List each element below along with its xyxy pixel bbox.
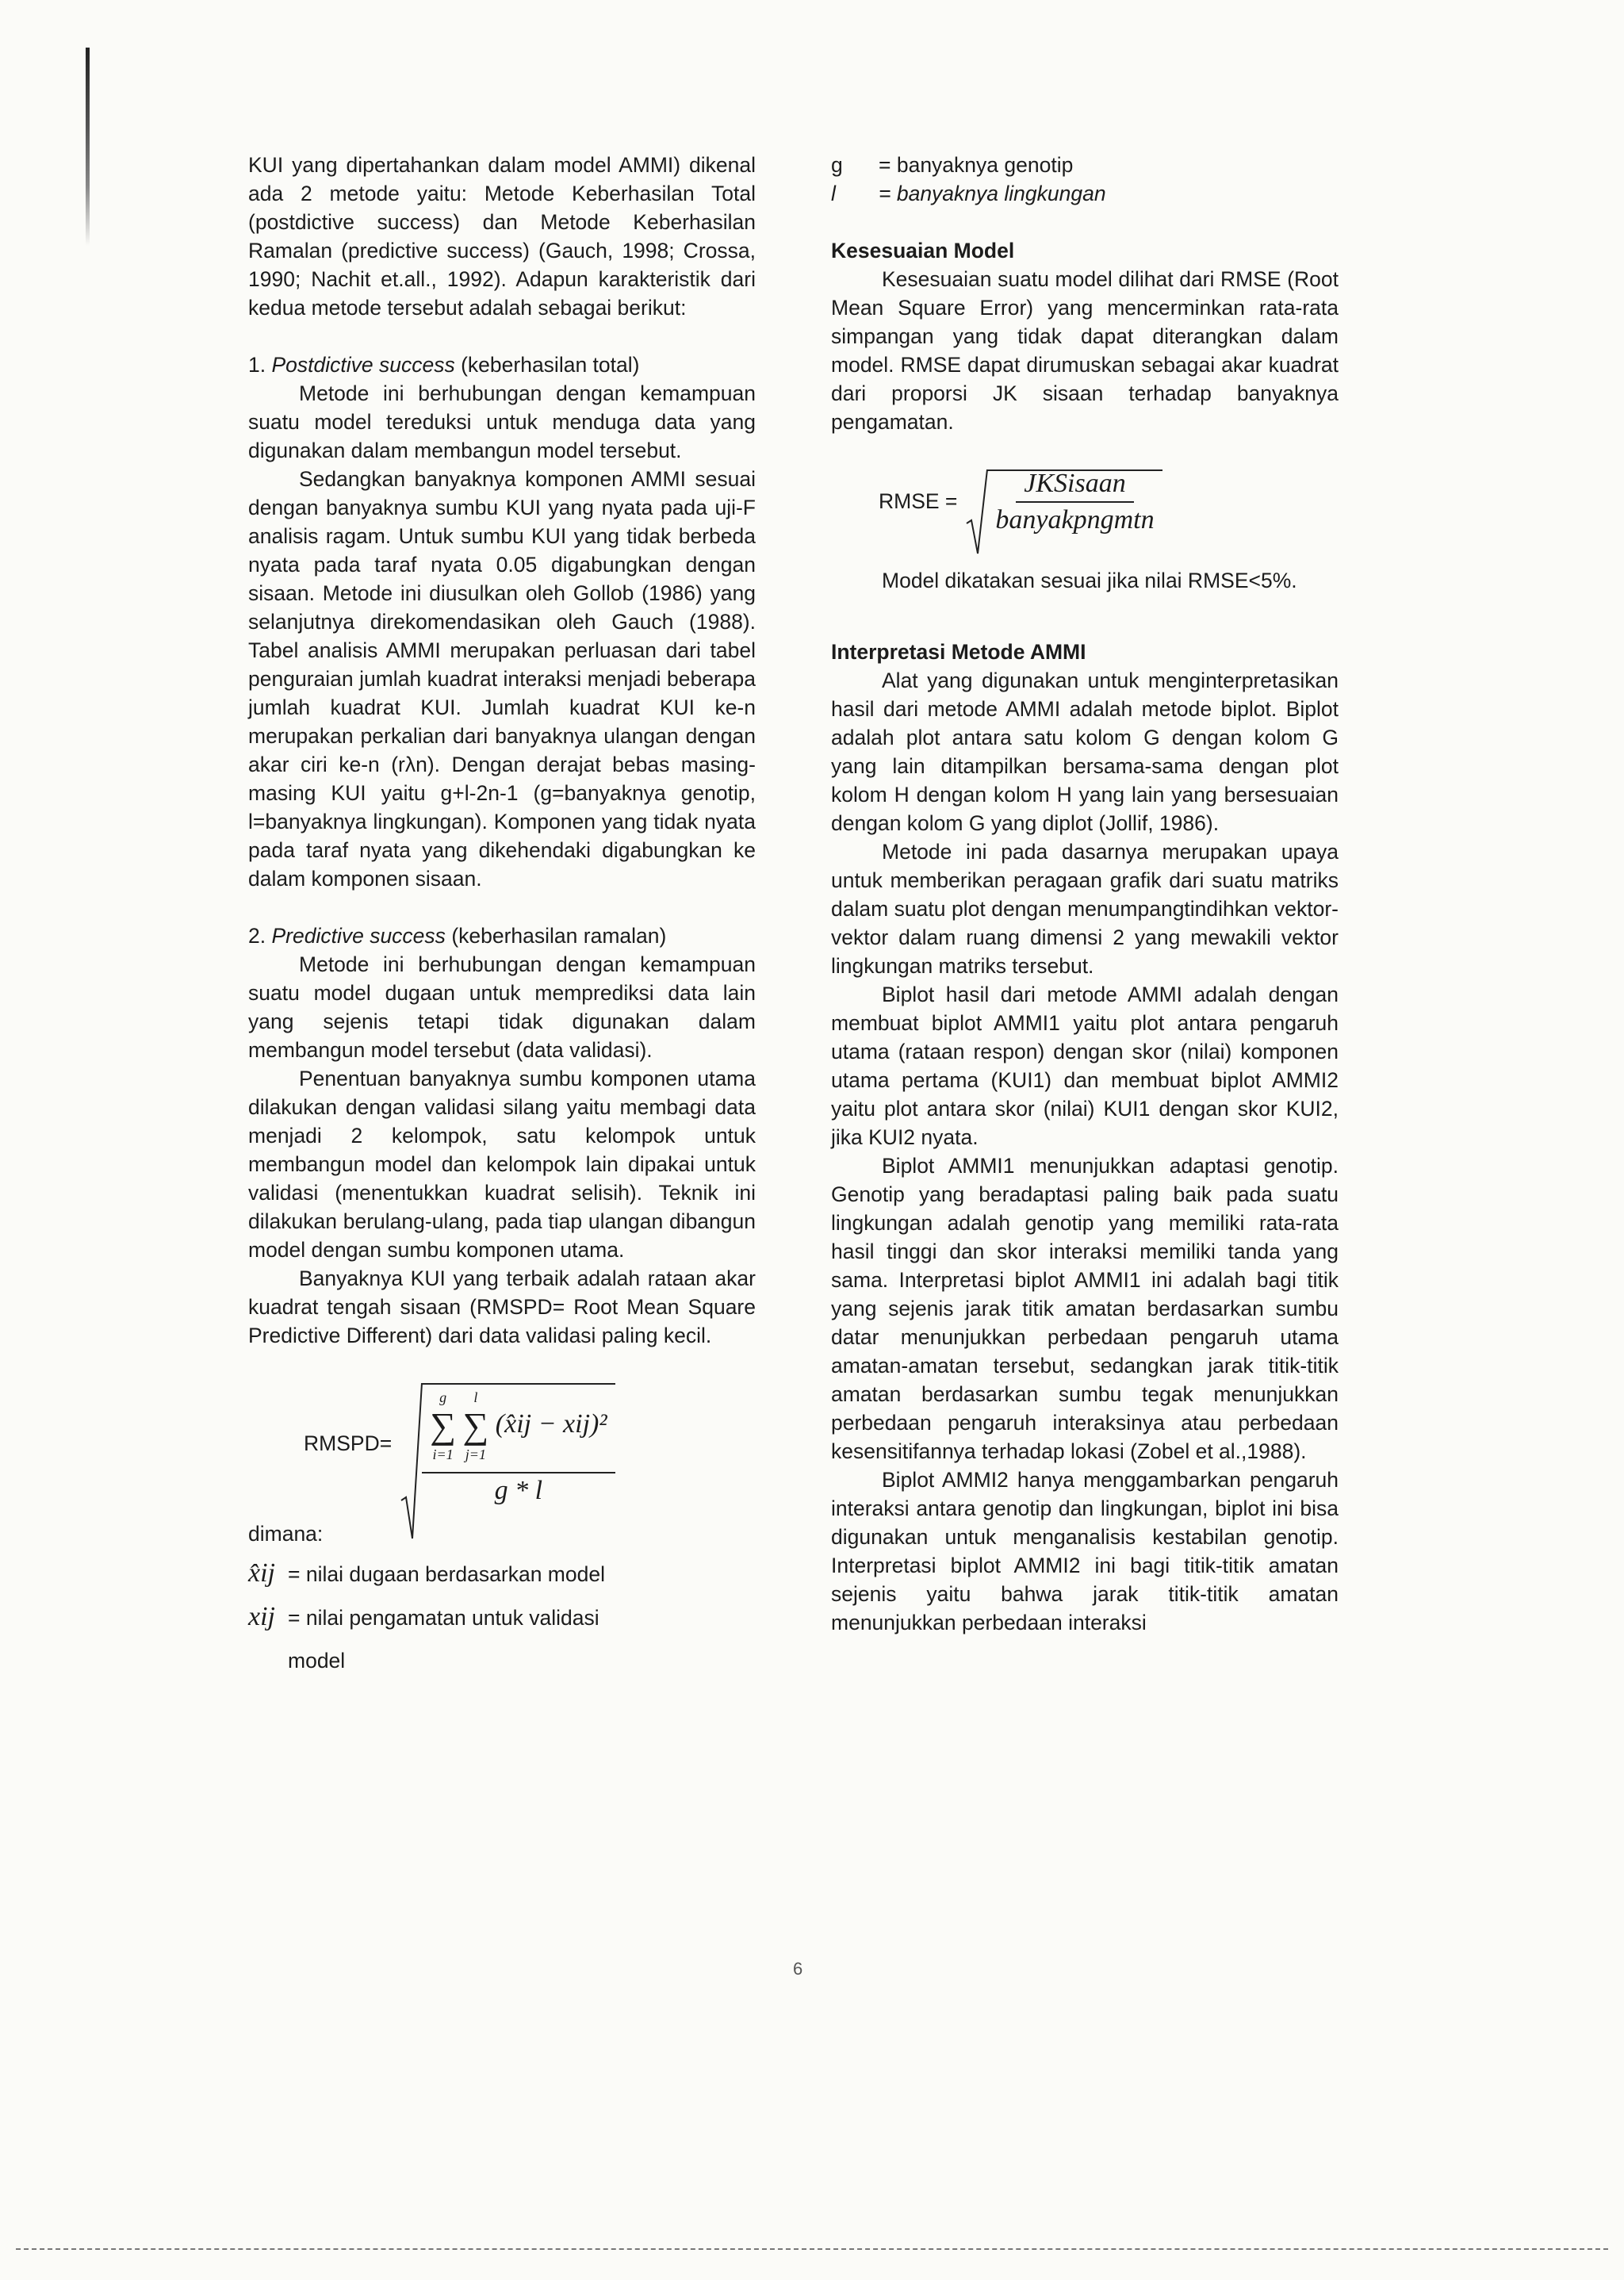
radical-sign-icon	[965, 468, 989, 555]
x-symbol: xij	[248, 1602, 275, 1631]
definitions	[248, 1559, 756, 1675]
item2-paragraph-2: Penentuan banyaknya sumbu komponen utama dilakukan dengan validasi silang yaitu membagi data menjadi 2 kelompok, satu kelompok untuk membangun model dan kelompok lain dipakai untuk validasi (menentukkan kuadrat selisih). Teknik ini dilakukan berulang-ulang, pada tiap ulangan dibangun model dengan sumbu komponen utama.	[248, 1067, 756, 1262]
sum-upper-l: l	[473, 1389, 478, 1405]
interpretasi-paragraph-1: Alat yang digunakan untuk menginterpretasikan hasil dari metode AMMI adalah metode biplot. Biplot adalah plot antara satu kolom G dengan kolom G yang lain ditampilkan bersama-sama dengan plot kolom H dengan kolom H yang lain yang bersesuaian dengan kolom G yang diplot (Jollif, 1986).	[831, 669, 1339, 835]
sum-symbol-icon: ∑	[462, 1405, 489, 1446]
rmspd-fraction	[422, 1381, 615, 1505]
xhat-symbol: x̂ij	[248, 1558, 275, 1588]
rmspd-term: (x̂ij − xij)²	[495, 1408, 607, 1439]
interpretasi-paragraph-4: Biplot AMMI1 menunjukkan adaptasi genotip. Genotip yang beradaptasi paling baik pada suatu lingkungan adalah genotip yang memiliki rata-rata hasil tinggi dan skor interaksi memiliki tanda yang sama. Interpretasi biplot AMMI1 ini adalah bagi titik yang sejenis jarak titik amatan berdasarkan sumbu datar menunjukkan perbedaan pengaruh utama amatan-amatan tersebut, sedangkan jarak titik-titik amatan berdasarkan sumbu tegak menunjukkan perbedaan pengaruh interaksinya atau perbedaan kesensitifannya terhadap lokasi (Zobel et al.,1988).	[831, 1154, 1339, 1463]
sum-lower-j: j=1	[465, 1447, 486, 1462]
xhat-definition: = nilai dugaan berdasarkan model	[288, 1562, 605, 1586]
bottom-scan-line	[16, 2248, 1608, 2250]
rmse-sqrt	[965, 468, 1162, 535]
x-definition-continuation: model	[288, 1649, 346, 1673]
sum-lower-i: i=1	[432, 1447, 454, 1462]
item1-title: Postdictive success	[271, 353, 455, 377]
sum-symbol-icon: ∑	[430, 1405, 456, 1446]
variable-g	[831, 151, 1339, 179]
item2-title: Predictive success	[271, 924, 446, 948]
x-definition: = nilai pengamatan untuk validasi	[288, 1606, 599, 1630]
radical-sign-icon	[400, 1381, 423, 1540]
rmse-denominator: banyakpngmtn	[995, 505, 1155, 535]
g-symbol: g	[831, 153, 843, 177]
item2-paragraph-1: Metode ini berhubungan dengan kemampuan suatu model dugaan untuk memprediksi data lain yang sejenis tetapi tidak digunakan dalam membangun model tersebut (data validasi).	[248, 952, 756, 1062]
rmspd-label: RMSPD=	[304, 1431, 393, 1455]
l-definition: = banyaknya lingkungan	[879, 182, 1106, 205]
rmse-fraction	[987, 468, 1162, 535]
dimana-label: dimana:	[248, 1522, 324, 1546]
item1-paragraph-2: Sedangkan banyaknya komponen AMMI sesuai dengan banyaknya sumbu KUI yang nyata pada uji-F analisis ragam. Untuk sumbu KUI yang tidak berbeda nyata pada taraf nyata 0.05 digabungkan dengan sisaan. Metode ini diusulkan oleh Gollob (1986) yang selanjutnya direkomendasikan oleh Gauch (1988). Tabel analisis AMMI merupakan perluasan dari tabel penguraian jumlah kuadrat interaksi menjadi beberapa jumlah kuadrat KUI. Jumlah kuadrat KUI ke-n merupakan perkalian dari banyaknya ulangan dengan akar ciri ke-n (rλn). Dengan derajat bebas masing-masing KUI yaitu g+l-2n-1 (g=banyaknya genotip, l=banyaknya lingkungan). Komponen yang tidak nyata pada taraf nyata yang dikehendaki digabungkan ke dalam komponen sisaan.	[248, 467, 756, 891]
rmse-label: RMSE =	[879, 489, 958, 513]
l-symbol: l	[831, 182, 836, 205]
item1-title-rest: (keberhasilan total)	[461, 353, 640, 377]
definition-xhat	[248, 1559, 756, 1588]
right-column	[831, 151, 1339, 1637]
rmspd-numerator	[422, 1381, 615, 1473]
variable-l	[831, 179, 1339, 208]
intro-paragraph: KUI yang dipertahankan dalam model AMMI) dikenal ada 2 metode yaitu: Metode Keberhasilan Total (postdictive success) dan Metode Keberhasilan Ramalan (predictive success) (Gauch, 1998; Crossa, 1990; Nachit et.all., 1992). Adapun karakteristik dari kedua metode tersebut adalah sebagai berikut:	[248, 153, 756, 320]
heading-interpretasi: Interpretasi Metode AMMI	[831, 640, 1086, 664]
item2-title-rest: (keberhasilan ramalan)	[451, 924, 667, 948]
item2-number: 2.	[248, 924, 266, 948]
rmspd-denominator: g * l	[494, 1476, 543, 1505]
scan-edge-mark	[86, 48, 90, 246]
interpretasi-paragraph-2: Metode ini pada dasarnya merupakan upaya untuk memberikan peragaan grafik dari suatu matriks dalam suatu plot dengan menumpangtindihkan vektor-vektor dalam ruang dimensi 2 yang mewakili vektor lingkungan matriks tersebut.	[831, 840, 1339, 978]
item1-heading	[248, 351, 756, 379]
model-sesuai-paragraph: Model dikatakan sesuai jika nilai RMSE<5%.	[882, 569, 1297, 592]
sum-upper-g: g	[439, 1389, 447, 1405]
item2-paragraph-3: Banyaknya KUI yang terbaik adalah rataan akar kuadrat tengah sisaan (RMSPD= Root Mean Square Predictive Different) dari data validasi paling kecil.	[248, 1266, 756, 1347]
interpretasi-paragraph-3: Biplot hasil dari metode AMMI adalah dengan membuat biplot AMMI1 yaitu plot antara pengaruh utama (rataan respon) dengan skor (nilai) komponen utama pertama (KUI1) dan membuat biplot AMMI2 yaitu plot antara skor (nilai) KUI1 dengan skor KUI2, jika KUI2 nyata.	[831, 983, 1339, 1149]
left-column	[248, 151, 756, 1675]
item2-heading	[248, 922, 756, 950]
page-number: 6	[793, 1959, 803, 1979]
rmspd-formula	[304, 1381, 756, 1505]
heading-kesesuaian-model: Kesesuaian Model	[831, 239, 1015, 262]
definition-x	[248, 1603, 756, 1632]
interpretasi-paragraph-5: Biplot AMMI2 hanya menggambarkan pengaruh interaksi antara genotip dan lingkungan, biplot ini bisa digunakan untuk menganalisis kestabilan genotip. Interpretasi biplot AMMI2 ini bagi titik-titik amatan sejenis yaitu bahwa jarak titik-titik amatan menunjukkan perbedaan interaksi	[831, 1468, 1339, 1634]
item1-number: 1.	[248, 353, 266, 377]
rmspd-sqrt	[400, 1381, 615, 1505]
kesesuaian-paragraph: Kesesuaian suatu model dilihat dari RMSE (Root Mean Square Error) yang mencerminkan rata-rata simpangan yang tidak dapat diterangkan dalam model. RMSE dapat dirumuskan sebagai akar kuadrat dari proporsi JK sisaan terhadap banyaknya pengamatan.	[831, 267, 1339, 434]
rmse-numerator: JKSisaan	[1016, 468, 1133, 503]
item1-paragraph-1: Metode ini berhubungan dengan kemampuan suatu model tereduksi untuk menduga data yang digunakan dalam membangun model tersebut.	[248, 381, 756, 462]
rmse-formula	[879, 468, 1339, 535]
g-definition: = banyaknya genotip	[879, 153, 1074, 177]
